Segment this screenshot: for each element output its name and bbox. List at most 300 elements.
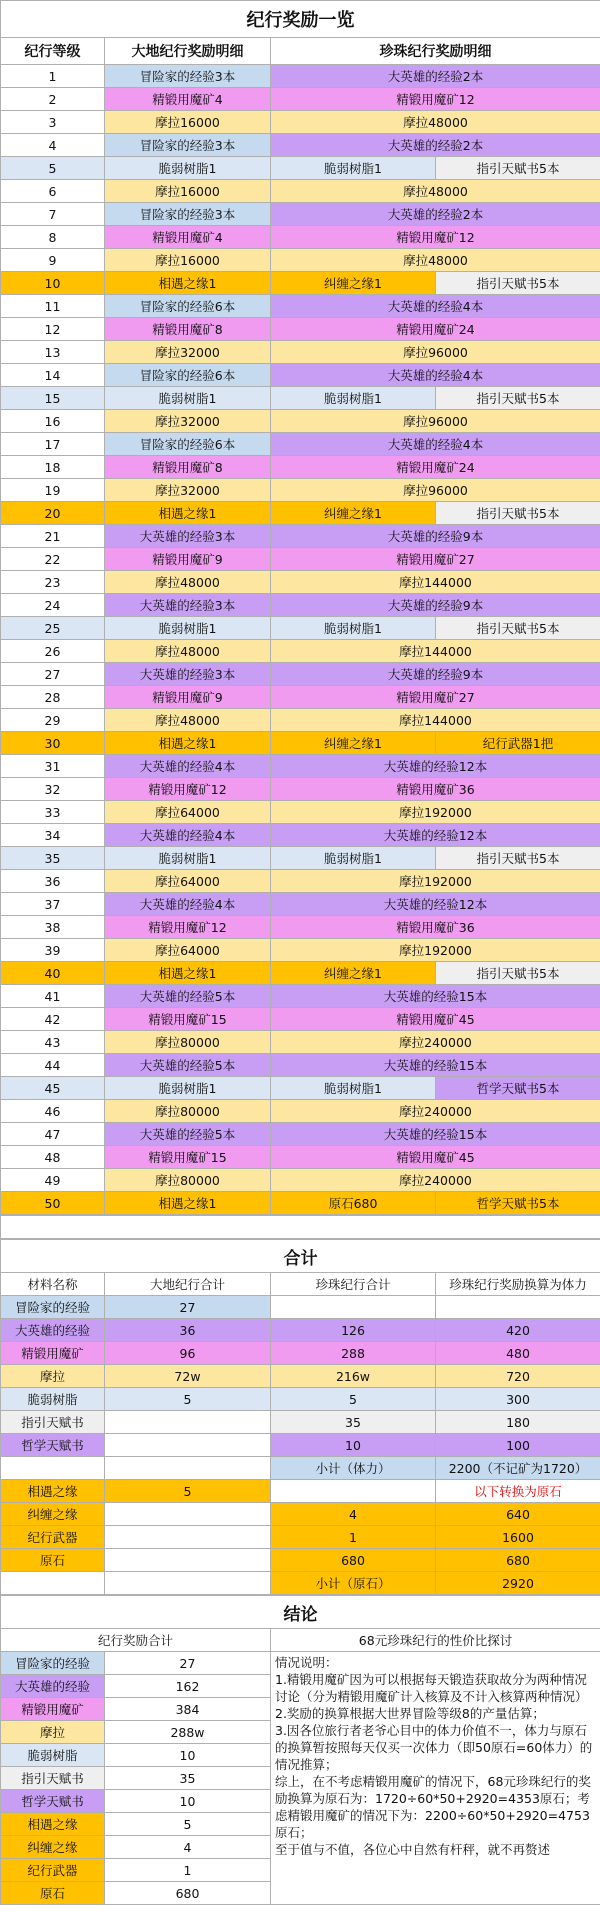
summary-row xyxy=(1,1480,600,1503)
material-name: 精锻用魔矿 xyxy=(1,1342,105,1365)
earth-reward-cell: 相遇之缘1 xyxy=(105,1192,271,1215)
pearl-reward-cell: 摩拉192000 xyxy=(271,801,600,824)
subtotal-primo-value: 2920 xyxy=(436,1572,600,1595)
pearl-reward-cell: 脆弱树脂1 xyxy=(271,617,436,640)
table-row xyxy=(1,732,600,755)
table-row xyxy=(1,801,600,824)
conclusion-left-header: 纪行奖励合计 xyxy=(1,1629,271,1652)
material-total: 384 xyxy=(105,1698,271,1721)
blank-cell xyxy=(1,1457,105,1480)
earth-reward-cell: 冒险家的经验3本 xyxy=(105,134,271,157)
note-line: 1.精锻用魔矿因为可以根据每天锻造获取故分为两种情况讨论（分为精锻用魔矿计入核算及不计入核算两种情况） xyxy=(275,1672,588,1704)
earth-reward-cell: 摩拉80000 xyxy=(105,1169,271,1192)
material-name: 纪行武器 xyxy=(1,1859,105,1882)
summary-header-pearl: 珍珠纪行合计 xyxy=(271,1273,436,1296)
pearl-reward-cell: 大英雄的经验12本 xyxy=(271,824,600,847)
page-title: 纪行奖励一览 xyxy=(1,1,600,38)
level-cell: 4 xyxy=(1,134,105,157)
material-total: 162 xyxy=(105,1675,271,1698)
table-row xyxy=(1,1123,600,1146)
material-name: 原石 xyxy=(1,1549,105,1572)
level-cell: 49 xyxy=(1,1169,105,1192)
pearl-reward-cell: 摩拉192000 xyxy=(271,939,600,962)
pearl-reward-cell: 精锻用魔矿36 xyxy=(271,916,600,939)
pearl-reward-cell: 脆弱树脂1 xyxy=(271,847,436,870)
stamina-conversion: 100 xyxy=(436,1434,600,1457)
level-cell: 14 xyxy=(1,364,105,387)
earth-reward-cell: 精锻用魔矿12 xyxy=(105,778,271,801)
earth-total xyxy=(105,1411,271,1434)
table-row xyxy=(1,893,600,916)
level-cell: 33 xyxy=(1,801,105,824)
material-name: 精锻用魔矿 xyxy=(1,1698,105,1721)
summary-row xyxy=(1,1411,600,1434)
pearl-extra-cell: 指引天赋书5本 xyxy=(436,962,600,985)
table-row xyxy=(1,939,600,962)
pearl-extra-cell: 指引天赋书5本 xyxy=(436,157,600,180)
earth-reward-cell: 精锻用魔矿15 xyxy=(105,1146,271,1169)
earth-reward-cell: 大英雄的经验5本 xyxy=(105,1123,271,1146)
pearl-total: 10 xyxy=(271,1434,436,1457)
table-row xyxy=(1,525,600,548)
conclusion-row xyxy=(1,1652,600,1675)
note-line: 情况说明： xyxy=(275,1655,338,1670)
table-row xyxy=(1,456,600,479)
pearl-reward-cell: 大英雄的经验12本 xyxy=(271,893,600,916)
pearl-reward-cell: 摩拉96000 xyxy=(271,410,600,433)
material-name: 大英雄的经验 xyxy=(1,1319,105,1342)
note-line: 2.奖励的换算根据大世界冒险等级8的产量估算； xyxy=(275,1706,545,1721)
material-total: 10 xyxy=(105,1790,271,1813)
analysis-note xyxy=(271,1652,600,1905)
earth-reward-cell: 摩拉16000 xyxy=(105,111,271,134)
level-cell: 31 xyxy=(1,755,105,778)
pearl-reward-cell: 精锻用魔矿24 xyxy=(271,456,600,479)
pearl-reward-cell: 大英雄的经验2本 xyxy=(271,134,600,157)
pearl-total: 5 xyxy=(271,1388,436,1411)
table-row xyxy=(1,295,600,318)
material-total: 1 xyxy=(105,1859,271,1882)
level-cell: 9 xyxy=(1,249,105,272)
table-row xyxy=(1,272,600,295)
table-row xyxy=(1,962,600,985)
table-row xyxy=(1,824,600,847)
level-cell: 42 xyxy=(1,1008,105,1031)
level-cell: 22 xyxy=(1,548,105,571)
material-name: 纠缠之缘 xyxy=(1,1503,105,1526)
earth-reward-cell: 相遇之缘1 xyxy=(105,962,271,985)
primo-conversion: 680 xyxy=(436,1549,600,1572)
material-name: 纪行武器 xyxy=(1,1526,105,1549)
material-total: 35 xyxy=(105,1767,271,1790)
table-row xyxy=(1,387,600,410)
level-cell: 47 xyxy=(1,1123,105,1146)
earth-reward-cell: 摩拉16000 xyxy=(105,180,271,203)
stamina-conversion: 720 xyxy=(436,1365,600,1388)
table-row xyxy=(1,571,600,594)
material-name: 指引天赋书 xyxy=(1,1767,105,1790)
conclusion-right-header: 68元珍珠纪行的性价比探讨 xyxy=(271,1629,600,1652)
table-row xyxy=(1,778,600,801)
earth-reward-cell: 冒险家的经验6本 xyxy=(105,364,271,387)
pearl-reward-cell: 摩拉240000 xyxy=(271,1169,600,1192)
table-row xyxy=(1,548,600,571)
level-cell: 12 xyxy=(1,318,105,341)
pearl-total xyxy=(271,1296,436,1319)
table-row xyxy=(1,617,600,640)
level-cell: 25 xyxy=(1,617,105,640)
earth-reward-cell: 脆弱树脂1 xyxy=(105,847,271,870)
level-cell: 13 xyxy=(1,341,105,364)
material-total: 288w xyxy=(105,1721,271,1744)
material-name: 原石 xyxy=(1,1882,105,1905)
earth-reward-cell: 大英雄的经验4本 xyxy=(105,755,271,778)
earth-total: 5 xyxy=(105,1480,271,1503)
earth-reward-cell: 大英雄的经验4本 xyxy=(105,893,271,916)
table-row xyxy=(1,226,600,249)
pearl-reward-cell: 大英雄的经验2本 xyxy=(271,203,600,226)
pearl-extra-cell: 指引天赋书5本 xyxy=(436,617,600,640)
level-cell: 16 xyxy=(1,410,105,433)
earth-reward-cell: 脆弱树脂1 xyxy=(105,1077,271,1100)
primo-conversion: 640 xyxy=(436,1503,600,1526)
earth-header: 大地纪行奖励明细 xyxy=(105,38,271,65)
earth-reward-cell: 冒险家的经验3本 xyxy=(105,203,271,226)
level-header: 纪行等级 xyxy=(1,38,105,65)
level-cell: 44 xyxy=(1,1054,105,1077)
level-cell: 6 xyxy=(1,180,105,203)
level-cell: 40 xyxy=(1,962,105,985)
pearl-extra-cell: 纪行武器1把 xyxy=(436,732,600,755)
level-cell: 17 xyxy=(1,433,105,456)
primo-conversion: 以下转换为原石 xyxy=(436,1480,600,1503)
summary-header-earth: 大地纪行合计 xyxy=(105,1273,271,1296)
level-cell: 21 xyxy=(1,525,105,548)
earth-reward-cell: 脆弱树脂1 xyxy=(105,387,271,410)
pearl-reward-cell: 大英雄的经验4本 xyxy=(271,364,600,387)
stamina-conversion: 420 xyxy=(436,1319,600,1342)
earth-reward-cell: 脆弱树脂1 xyxy=(105,617,271,640)
summary-header-conv: 珍珠纪行奖励换算为体力 xyxy=(436,1273,600,1296)
earth-reward-cell: 摩拉64000 xyxy=(105,939,271,962)
summary-row xyxy=(1,1388,600,1411)
primo-conversion: 1600 xyxy=(436,1526,600,1549)
earth-reward-cell: 摩拉32000 xyxy=(105,341,271,364)
earth-reward-cell: 摩拉16000 xyxy=(105,249,271,272)
summary-title: 合计 xyxy=(1,1240,600,1273)
level-cell: 27 xyxy=(1,663,105,686)
level-cell: 15 xyxy=(1,387,105,410)
earth-total: 27 xyxy=(105,1296,271,1319)
pearl-reward-cell: 脆弱树脂1 xyxy=(271,387,436,410)
table-row xyxy=(1,1077,600,1100)
blank-cell xyxy=(105,1572,271,1595)
earth-total xyxy=(105,1434,271,1457)
blank-cell xyxy=(105,1457,271,1480)
table-row xyxy=(1,755,600,778)
table-row xyxy=(1,1169,600,1192)
earth-reward-cell: 精锻用魔矿4 xyxy=(105,226,271,249)
table-row xyxy=(1,433,600,456)
table-row xyxy=(1,180,600,203)
pearl-reward-cell: 摩拉144000 xyxy=(271,709,600,732)
table-row xyxy=(1,364,600,387)
material-name: 相遇之缘 xyxy=(1,1480,105,1503)
table-row xyxy=(1,479,600,502)
earth-reward-cell: 大英雄的经验3本 xyxy=(105,525,271,548)
level-cell: 18 xyxy=(1,456,105,479)
summary-row xyxy=(1,1549,600,1572)
summary-header-name: 材料名称 xyxy=(1,1273,105,1296)
blank-cell xyxy=(1,1572,105,1595)
conclusion-title: 结论 xyxy=(1,1596,600,1629)
level-cell: 37 xyxy=(1,893,105,916)
level-cell: 46 xyxy=(1,1100,105,1123)
level-cell: 10 xyxy=(1,272,105,295)
level-cell: 48 xyxy=(1,1146,105,1169)
table-row xyxy=(1,134,600,157)
level-cell: 45 xyxy=(1,1077,105,1100)
earth-reward-cell: 相遇之缘1 xyxy=(105,272,271,295)
pearl-reward-cell: 精锻用魔矿45 xyxy=(271,1008,600,1031)
table-row xyxy=(1,709,600,732)
table-row xyxy=(1,1146,600,1169)
pearl-reward-cell: 纠缠之缘1 xyxy=(271,962,436,985)
earth-reward-cell: 精锻用魔矿15 xyxy=(105,1008,271,1031)
pearl-reward-cell: 摩拉48000 xyxy=(271,111,600,134)
table-row xyxy=(1,594,600,617)
earth-reward-cell: 摩拉32000 xyxy=(105,479,271,502)
level-cell: 32 xyxy=(1,778,105,801)
material-total: 680 xyxy=(105,1882,271,1905)
earth-total xyxy=(105,1549,271,1572)
table-row xyxy=(1,88,600,111)
material-name: 哲学天赋书 xyxy=(1,1790,105,1813)
table-row xyxy=(1,341,600,364)
summary-row xyxy=(1,1526,600,1549)
table-row xyxy=(1,1008,600,1031)
level-cell: 20 xyxy=(1,502,105,525)
conclusion-table xyxy=(0,1595,600,1905)
material-name: 大英雄的经验 xyxy=(1,1675,105,1698)
table-row xyxy=(1,65,600,88)
pearl-reward-cell: 大英雄的经验15本 xyxy=(271,1054,600,1077)
subtotal-primo-label: 小计（原石） xyxy=(271,1572,436,1595)
pearl-reward-cell: 纠缠之缘1 xyxy=(271,272,436,295)
material-name: 相遇之缘 xyxy=(1,1813,105,1836)
material-name: 摩拉 xyxy=(1,1721,105,1744)
table-row xyxy=(1,410,600,433)
pearl-reward-cell: 大英雄的经验4本 xyxy=(271,433,600,456)
earth-reward-cell: 精锻用魔矿12 xyxy=(105,916,271,939)
material-total: 10 xyxy=(105,1744,271,1767)
material-name: 脆弱树脂 xyxy=(1,1388,105,1411)
summary-row xyxy=(1,1319,600,1342)
earth-total: 36 xyxy=(105,1319,271,1342)
pearl-reward-cell: 大英雄的经验9本 xyxy=(271,525,600,548)
pearl-reward-cell: 大英雄的经验9本 xyxy=(271,663,600,686)
subtotal-stamina-value: 2200（不记矿为1720） xyxy=(436,1457,600,1480)
pearl-total: 216w xyxy=(271,1365,436,1388)
table-row xyxy=(1,847,600,870)
earth-total: 96 xyxy=(105,1342,271,1365)
table-row xyxy=(1,916,600,939)
earth-reward-cell: 摩拉32000 xyxy=(105,410,271,433)
level-cell: 29 xyxy=(1,709,105,732)
pearl-reward-cell: 摩拉48000 xyxy=(271,249,600,272)
pearl-total: 288 xyxy=(271,1342,436,1365)
earth-reward-cell: 相遇之缘1 xyxy=(105,502,271,525)
summary-row xyxy=(1,1365,600,1388)
table-row xyxy=(1,686,600,709)
level-cell: 5 xyxy=(1,157,105,180)
level-cell: 7 xyxy=(1,203,105,226)
level-cell: 26 xyxy=(1,640,105,663)
earth-reward-cell: 精锻用魔矿8 xyxy=(105,456,271,479)
earth-reward-cell: 冒险家的经验6本 xyxy=(105,433,271,456)
pearl-extra-cell: 指引天赋书5本 xyxy=(436,272,600,295)
pearl-total: 4 xyxy=(271,1503,436,1526)
stamina-conversion: 300 xyxy=(436,1388,600,1411)
earth-reward-cell: 精锻用魔矿9 xyxy=(105,686,271,709)
material-name: 哲学天赋书 xyxy=(1,1434,105,1457)
earth-reward-cell: 大英雄的经验5本 xyxy=(105,985,271,1008)
pearl-extra-cell: 指引天赋书5本 xyxy=(436,387,600,410)
material-name: 摩拉 xyxy=(1,1365,105,1388)
spacer xyxy=(0,1215,600,1239)
table-row xyxy=(1,111,600,134)
table-row xyxy=(1,318,600,341)
pearl-reward-cell: 摩拉240000 xyxy=(271,1031,600,1054)
earth-reward-cell: 相遇之缘1 xyxy=(105,732,271,755)
stamina-conversion xyxy=(436,1296,600,1319)
pearl-total xyxy=(271,1480,436,1503)
pearl-reward-cell: 脆弱树脂1 xyxy=(271,1077,436,1100)
pearl-reward-cell: 精锻用魔矿12 xyxy=(271,88,600,111)
level-cell: 35 xyxy=(1,847,105,870)
pearl-reward-cell: 摩拉144000 xyxy=(271,640,600,663)
pearl-reward-cell: 纠缠之缘1 xyxy=(271,502,436,525)
earth-reward-cell: 冒险家的经验3本 xyxy=(105,65,271,88)
level-cell: 23 xyxy=(1,571,105,594)
table-row xyxy=(1,640,600,663)
summary-row xyxy=(1,1296,600,1319)
pearl-reward-cell: 摩拉48000 xyxy=(271,180,600,203)
note-line: 综上，在不考虑精锻用魔矿的情况下，68元珍珠纪行的奖励换算为原石为：1720÷60*50+2920=4353原石；考虑精锻用魔矿的情况下为：2200÷60*50+2920=4753原石； xyxy=(275,1774,591,1840)
pearl-reward-cell: 纠缠之缘1 xyxy=(271,732,436,755)
level-cell: 24 xyxy=(1,594,105,617)
table-row xyxy=(1,502,600,525)
spacer-cell xyxy=(1,1216,600,1239)
earth-reward-cell: 摩拉48000 xyxy=(105,640,271,663)
pearl-extra-cell: 指引天赋书5本 xyxy=(436,502,600,525)
pearl-reward-cell: 大英雄的经验15本 xyxy=(271,1123,600,1146)
earth-reward-cell: 大英雄的经验5本 xyxy=(105,1054,271,1077)
material-name: 冒险家的经验 xyxy=(1,1652,105,1675)
level-cell: 39 xyxy=(1,939,105,962)
pearl-extra-cell: 指引天赋书5本 xyxy=(436,847,600,870)
level-cell: 11 xyxy=(1,295,105,318)
earth-reward-cell: 脆弱树脂1 xyxy=(105,157,271,180)
material-total: 27 xyxy=(105,1652,271,1675)
table-row xyxy=(1,985,600,1008)
pearl-reward-cell: 精锻用魔矿24 xyxy=(271,318,600,341)
pearl-extra-cell: 哲学天赋书5本 xyxy=(436,1192,600,1215)
pearl-reward-cell: 大英雄的经验12本 xyxy=(271,755,600,778)
level-cell: 38 xyxy=(1,916,105,939)
pearl-reward-cell: 大英雄的经验9本 xyxy=(271,594,600,617)
summary-table xyxy=(0,1239,600,1595)
earth-total: 72w xyxy=(105,1365,271,1388)
level-cell: 36 xyxy=(1,870,105,893)
earth-reward-cell: 大英雄的经验3本 xyxy=(105,663,271,686)
pearl-extra-cell: 哲学天赋书5本 xyxy=(436,1077,600,1100)
earth-reward-cell: 精锻用魔矿4 xyxy=(105,88,271,111)
material-name: 脆弱树脂 xyxy=(1,1744,105,1767)
earth-reward-cell: 摩拉64000 xyxy=(105,801,271,824)
stamina-conversion: 180 xyxy=(436,1411,600,1434)
earth-reward-cell: 大英雄的经验4本 xyxy=(105,824,271,847)
level-cell: 3 xyxy=(1,111,105,134)
pearl-reward-cell: 摩拉144000 xyxy=(271,571,600,594)
pearl-reward-cell: 摩拉240000 xyxy=(271,1100,600,1123)
pearl-reward-cell: 脆弱树脂1 xyxy=(271,157,436,180)
pearl-reward-cell: 精锻用魔矿12 xyxy=(271,226,600,249)
earth-total: 5 xyxy=(105,1388,271,1411)
summary-row xyxy=(1,1342,600,1365)
pearl-total: 1 xyxy=(271,1526,436,1549)
earth-reward-cell: 精锻用魔矿8 xyxy=(105,318,271,341)
note-line: 至于值与不值，各位心中自然有杆秤，就不再赘述 xyxy=(275,1842,551,1857)
pearl-reward-cell: 精锻用魔矿45 xyxy=(271,1146,600,1169)
table-row xyxy=(1,157,600,180)
table-row xyxy=(1,1100,600,1123)
pearl-reward-cell: 摩拉96000 xyxy=(271,479,600,502)
level-cell: 43 xyxy=(1,1031,105,1054)
material-name: 指引天赋书 xyxy=(1,1411,105,1434)
level-cell: 2 xyxy=(1,88,105,111)
earth-reward-cell: 摩拉48000 xyxy=(105,709,271,732)
level-cell: 50 xyxy=(1,1192,105,1215)
pearl-reward-cell: 摩拉96000 xyxy=(271,341,600,364)
pearl-reward-cell: 精锻用魔矿36 xyxy=(271,778,600,801)
material-name: 冒险家的经验 xyxy=(1,1296,105,1319)
pearl-reward-cell: 大英雄的经验4本 xyxy=(271,295,600,318)
earth-reward-cell: 摩拉80000 xyxy=(105,1031,271,1054)
earth-reward-cell: 摩拉48000 xyxy=(105,571,271,594)
pearl-reward-cell: 精锻用魔矿27 xyxy=(271,548,600,571)
summary-row xyxy=(1,1434,600,1457)
earth-reward-cell: 精锻用魔矿9 xyxy=(105,548,271,571)
table-row xyxy=(1,663,600,686)
earth-reward-cell: 冒险家的经验6本 xyxy=(105,295,271,318)
table-row xyxy=(1,1054,600,1077)
material-name: 纠缠之缘 xyxy=(1,1836,105,1859)
earth-reward-cell: 摩拉64000 xyxy=(105,870,271,893)
pearl-total: 126 xyxy=(271,1319,436,1342)
level-cell: 1 xyxy=(1,65,105,88)
material-total: 4 xyxy=(105,1836,271,1859)
earth-reward-cell: 大英雄的经验3本 xyxy=(105,594,271,617)
pearl-reward-cell: 大英雄的经验15本 xyxy=(271,985,600,1008)
table-row xyxy=(1,249,600,272)
level-cell: 41 xyxy=(1,985,105,1008)
pearl-reward-cell: 原石680 xyxy=(271,1192,436,1215)
pearl-total: 35 xyxy=(271,1411,436,1434)
material-total: 5 xyxy=(105,1813,271,1836)
level-cell: 30 xyxy=(1,732,105,755)
table-row xyxy=(1,1192,600,1215)
